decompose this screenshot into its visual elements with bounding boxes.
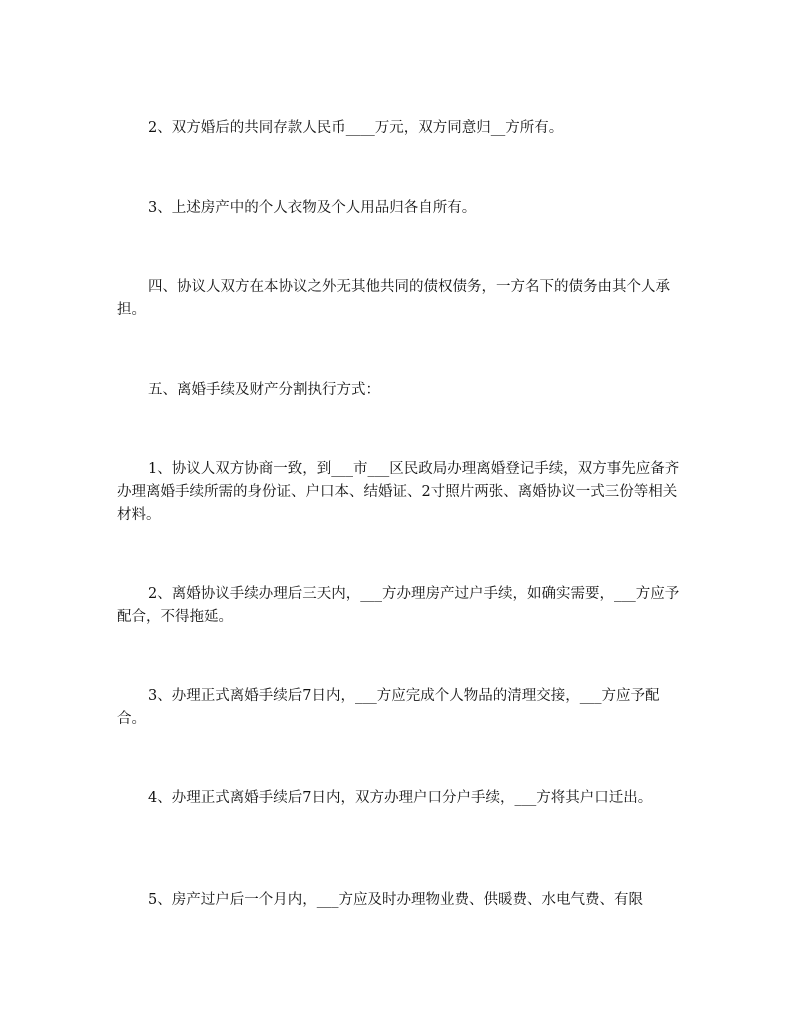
paragraph-personal-items: 3、上述房产中的个人衣物及个人用品归各自所有。: [148, 200, 477, 216]
paragraph-registration: 1、协议人双方协商一致，到___市___区民政局办理离婚登记手续，双方事先应备齐办理离婚手续所需的身份证、户口本、结婚证、2寸照片两张、离婚协议一式三份等相关材料。: [117, 461, 680, 523]
paragraph-household-registration: 4、办理正式离婚手续后7日内，双方办理户口分户手续，___方将其户口迁出。: [148, 790, 653, 806]
section-heading-execution: 五、离婚手续及财产分割执行方式：: [148, 382, 380, 398]
paragraph-property-transfer: 2、离婚协议手续办理后三天内，___方办理房产过户手续，如确实需要，___方应予配合，不得拖延。: [117, 586, 680, 625]
paragraph-debts: 四、协议人双方在本协议之外无其他共同的债权债务，一方名下的债务由其个人承担。: [117, 279, 670, 318]
paragraph-utilities: 5、房产过户后一个月内，___方应及时办理物业费、供暖费、水电气费、有限: [148, 892, 643, 908]
paragraph-joint-savings: 2、双方婚后的共同存款人民币____万元，双方同意归__方所有。: [148, 120, 564, 136]
paragraph-belongings-handover: 3、办理正式离婚手续后7日内，___方应完成个人物品的清理交接，___方应予配合。: [117, 688, 660, 727]
